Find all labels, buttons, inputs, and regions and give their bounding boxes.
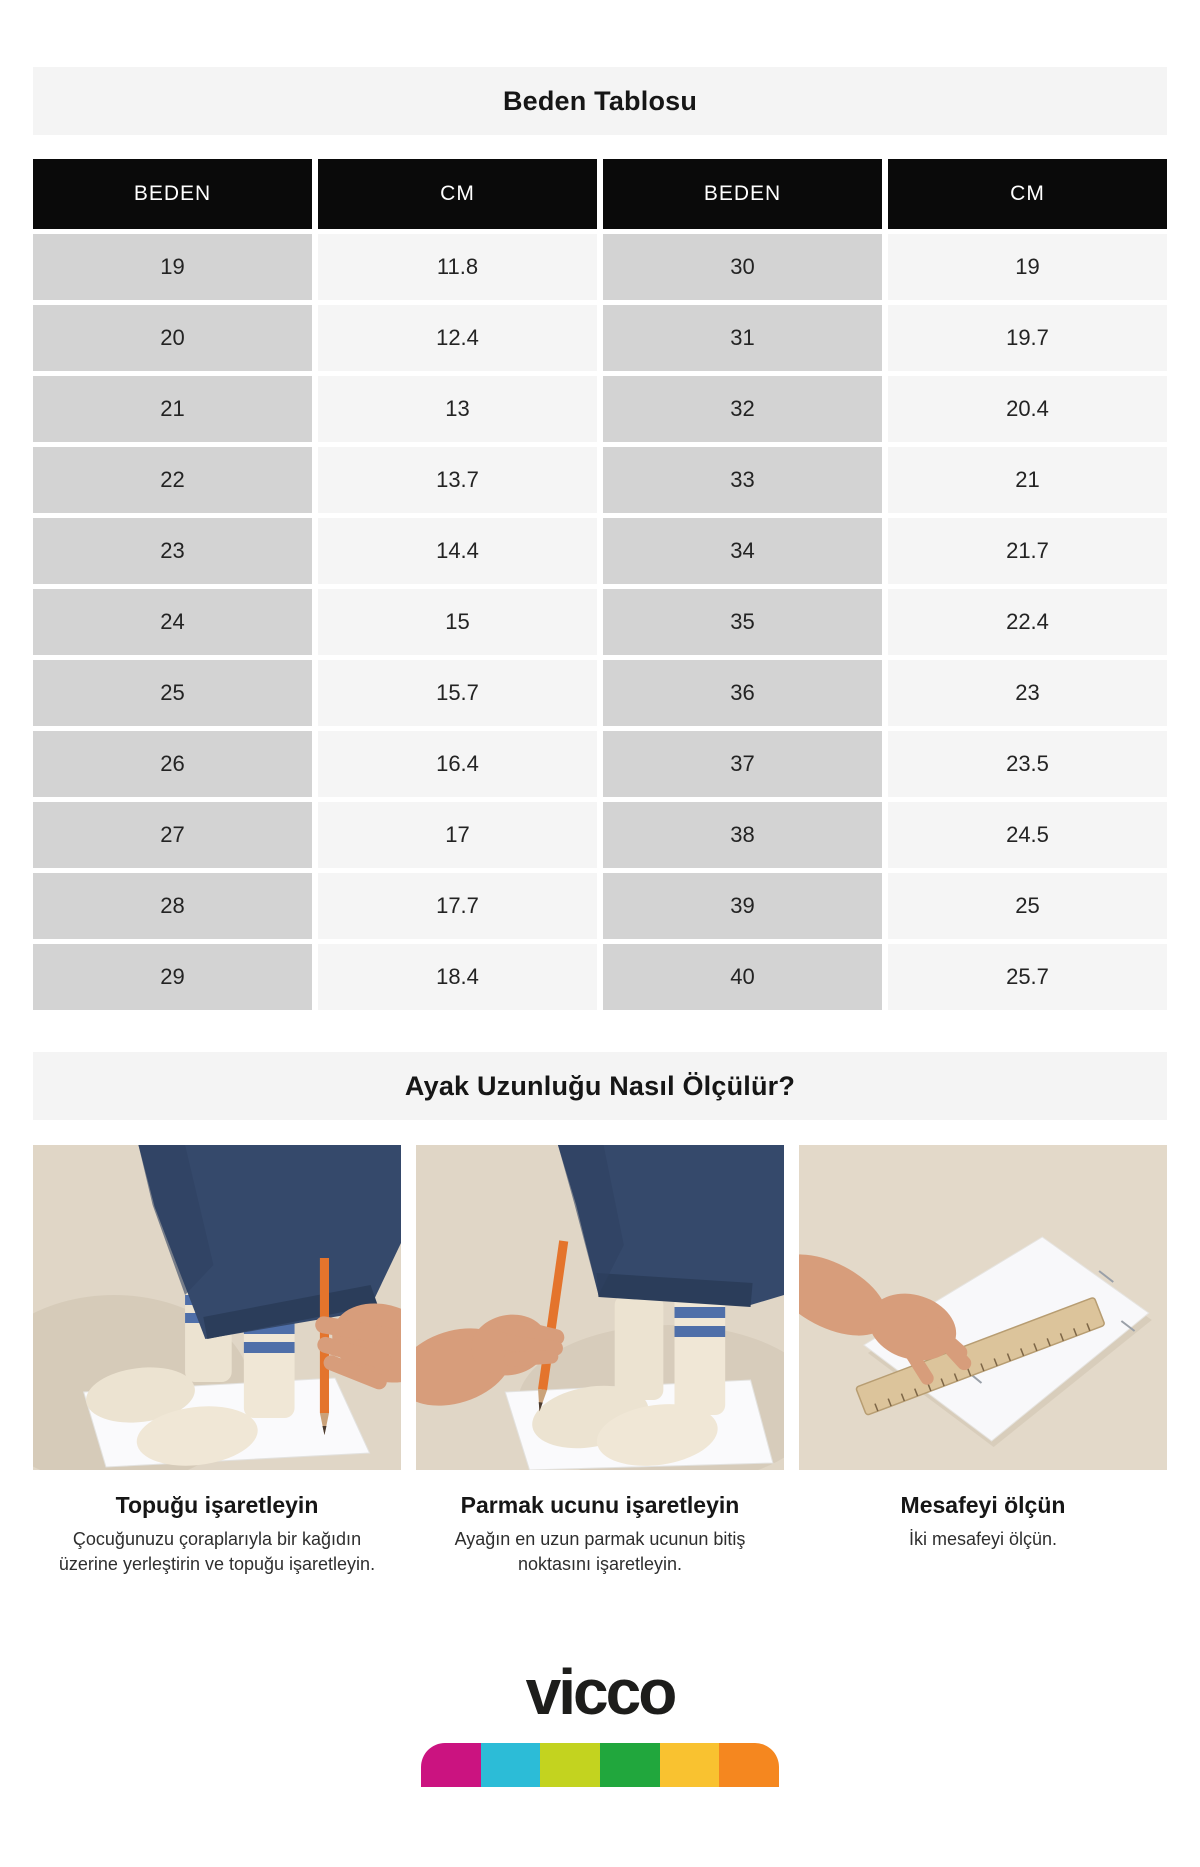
cm-value-cell: 25	[888, 873, 1167, 939]
cm-value-cell: 21.7	[888, 518, 1167, 584]
column-header-beden-left: BEDEN	[33, 159, 312, 229]
size-value-cell: 40	[603, 944, 882, 1010]
cm-value-cell: 23	[888, 660, 1167, 726]
size-value-cell: 28	[33, 873, 312, 939]
column-header-cm-left: CM	[318, 159, 597, 229]
size-chart-row	[33, 589, 1167, 655]
step-body: Ayağın en uzun parmak ucunun bitiş noktasını işaretleyin.	[454, 1529, 746, 1574]
step-heading: Parmak ucunu işaretleyin	[460, 1492, 740, 1518]
cm-value-cell: 24.5	[888, 802, 1167, 868]
cm-value-cell: 16.4	[318, 731, 597, 797]
cm-value-cell: 15	[318, 589, 597, 655]
cm-value-cell: 19	[888, 234, 1167, 300]
size-value-cell: 27	[33, 802, 312, 868]
logo-color-bar	[421, 1743, 779, 1787]
size-chart-row	[33, 518, 1167, 584]
size-value-cell: 30	[603, 234, 882, 300]
measure-steps	[33, 1145, 1167, 1577]
cm-value-cell: 13	[318, 376, 597, 442]
cm-value-cell: 21	[888, 447, 1167, 513]
cm-value-cell: 25.7	[888, 944, 1167, 1010]
cm-value-cell: 12.4	[318, 305, 597, 371]
cm-value-cell: 22.4	[888, 589, 1167, 655]
cm-value-cell: 23.5	[888, 731, 1167, 797]
measure-distance-photo	[799, 1145, 1167, 1470]
size-chart-row	[33, 305, 1167, 371]
logo-bar-segment	[600, 1743, 660, 1787]
size-chart-title-band	[33, 67, 1167, 135]
size-value-cell: 31	[603, 305, 882, 371]
size-value-cell: 39	[603, 873, 882, 939]
measure-title-band	[33, 1052, 1167, 1120]
size-chart-title: Beden Tablosu	[502, 85, 698, 116]
size-chart-row	[33, 944, 1167, 1010]
size-chart-table	[27, 154, 1173, 1015]
size-chart-header	[33, 159, 1167, 229]
step-measure-distance	[799, 1145, 1167, 1577]
size-chart-table-wrap	[33, 154, 1167, 1015]
logo-bar-segment	[660, 1743, 720, 1787]
size-value-cell: 35	[603, 589, 882, 655]
cm-value-cell: 11.8	[318, 234, 597, 300]
size-chart-row	[33, 660, 1167, 726]
size-value-cell: 34	[603, 518, 882, 584]
size-value-cell: 33	[603, 447, 882, 513]
size-chart-row	[33, 731, 1167, 797]
logo-bar-segment	[540, 1743, 600, 1787]
step-body: İki mesafeyi ölçün.	[908, 1529, 1058, 1549]
step-heading: Topuğu işaretleyin	[115, 1492, 319, 1518]
step-mark-toe	[416, 1145, 784, 1577]
size-value-cell: 21	[33, 376, 312, 442]
size-value-cell: 32	[603, 376, 882, 442]
size-value-cell: 19	[33, 234, 312, 300]
measure-title: Ayak Uzunluğu Nasıl Ölçülür?	[404, 1070, 796, 1101]
size-value-cell: 26	[33, 731, 312, 797]
size-value-cell: 38	[603, 802, 882, 868]
step-body: Çocuğunuzu çoraplarıyla bir kağıdın üzerine yerleştirin ve topuğu işaretleyin.	[58, 1529, 376, 1574]
size-chart-rows	[33, 234, 1167, 1010]
size-chart-row	[33, 873, 1167, 939]
size-value-cell: 22	[33, 447, 312, 513]
size-value-cell: 36	[603, 660, 882, 726]
mark-heel-photo	[33, 1145, 401, 1470]
size-value-cell: 37	[603, 731, 882, 797]
column-header-beden-right: BEDEN	[603, 159, 882, 229]
step-heading: Mesafeyi ölçün	[900, 1492, 1066, 1518]
size-chart-row	[33, 234, 1167, 300]
size-chart-header-row	[33, 159, 1167, 229]
page-content	[0, 67, 1200, 1787]
cm-value-cell: 20.4	[888, 376, 1167, 442]
step-mark-heel	[33, 1145, 401, 1577]
logo-bar-segment	[481, 1743, 541, 1787]
size-chart-row	[33, 447, 1167, 513]
size-chart-row	[33, 802, 1167, 868]
size-guide-page	[0, 67, 1200, 1867]
column-header-cm-right: CM	[888, 159, 1167, 229]
cm-value-cell: 17.7	[318, 873, 597, 939]
cm-value-cell: 18.4	[318, 944, 597, 1010]
size-chart-row	[33, 376, 1167, 442]
size-value-cell: 24	[33, 589, 312, 655]
mark-toe-photo	[416, 1145, 784, 1470]
logo-bar-segment	[719, 1743, 779, 1787]
cm-value-cell: 14.4	[318, 518, 597, 584]
size-value-cell: 29	[33, 944, 312, 1010]
size-value-cell: 23	[33, 518, 312, 584]
size-value-cell: 25	[33, 660, 312, 726]
cm-value-cell: 19.7	[888, 305, 1167, 371]
logo-bar-segment	[421, 1743, 481, 1787]
cm-value-cell: 15.7	[318, 660, 597, 726]
brand-footer	[33, 1577, 1167, 1787]
size-value-cell: 20	[33, 305, 312, 371]
cm-value-cell: 13.7	[318, 447, 597, 513]
vicco-logo: vicco	[525, 1656, 675, 1728]
cm-value-cell: 17	[318, 802, 597, 868]
